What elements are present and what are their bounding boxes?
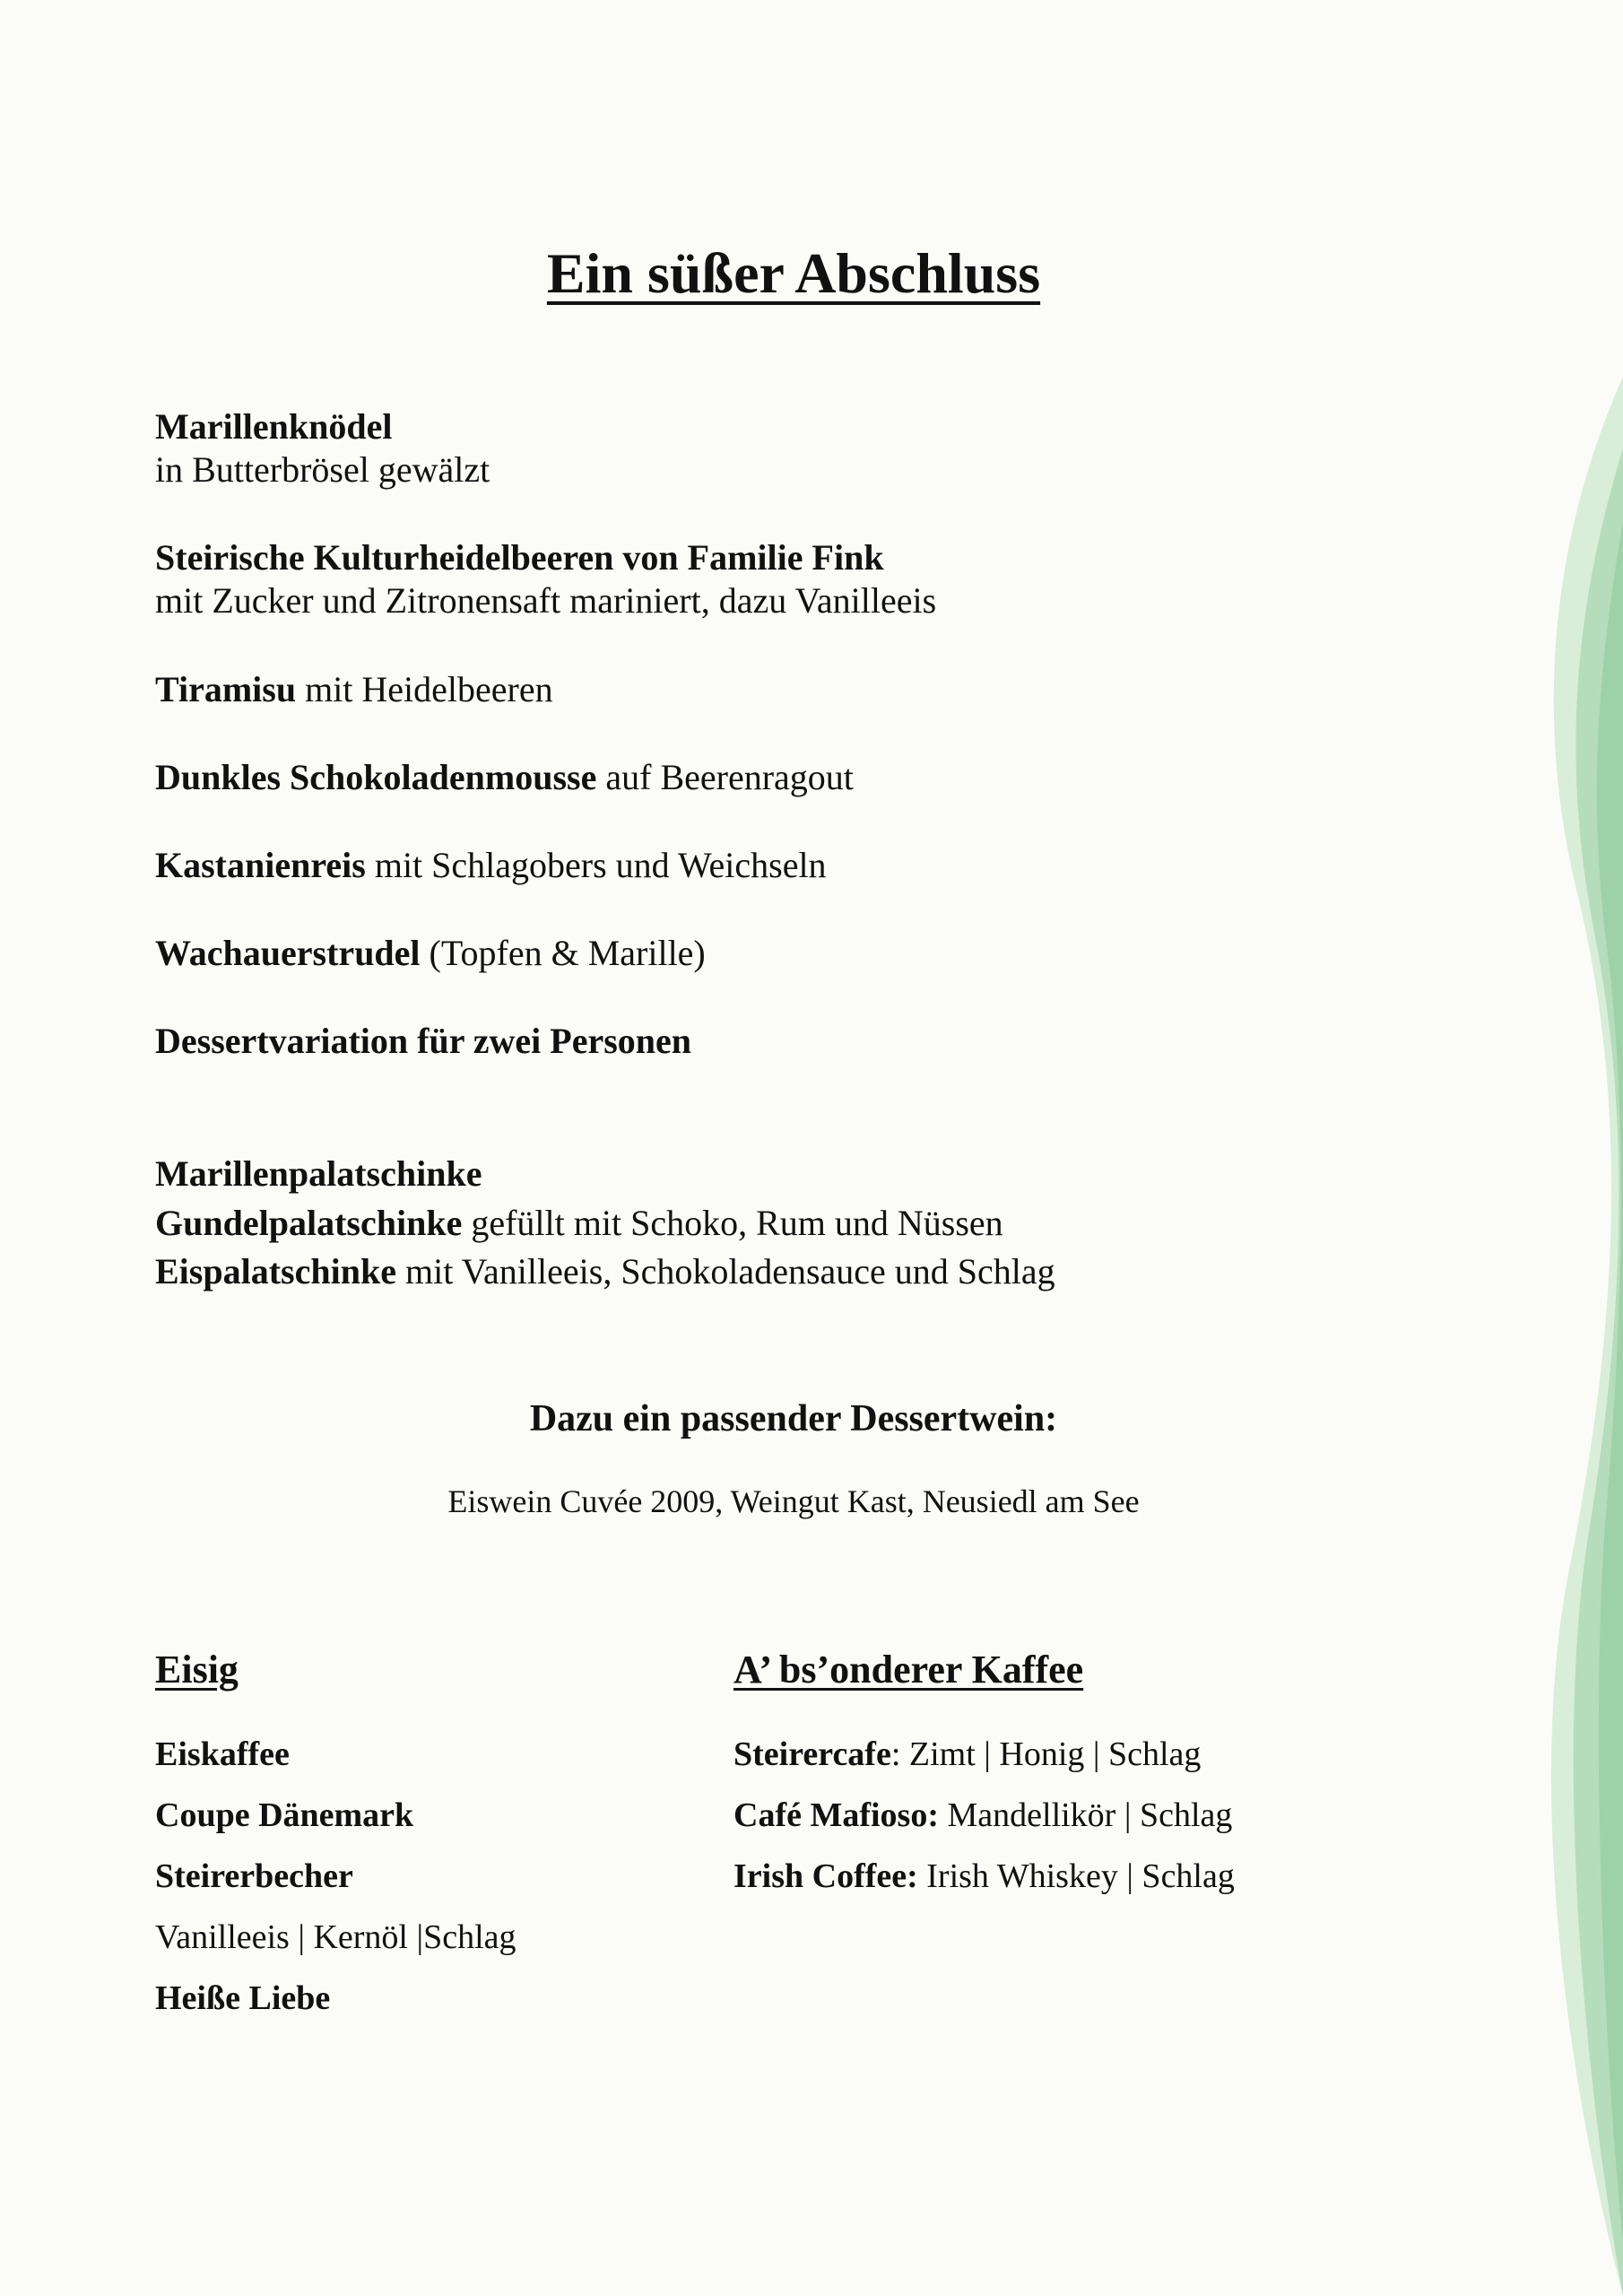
dessert-desc: mit Heidelbeeren [296,669,553,709]
eisig-item: Eiskaffee [155,1735,290,1773]
dessert-desc: (Topfen & Marille) [420,933,706,973]
eisig-item: Steirerbecher [155,1857,353,1895]
kaffee-item [733,1735,1201,1774]
eisig-item: Heiße Liebe [155,1979,331,2017]
dessert-desc: auf Beerenragout [596,757,854,797]
kaffee-desc: : Zimt | Honig | Schlag [890,1735,1202,1773]
dessert-name: Marillenknödel [155,406,393,447]
wine-heading: Dazu ein passender Dessertwein: [529,1398,1058,1439]
wine-text: Eiswein Cuvée 2009, Weingut Kast, Neusiedl am See [447,1483,1140,1519]
dessert-item [155,536,936,622]
kaffee-desc: Mandellikör | Schlag [938,1796,1233,1834]
palatschinke-item [155,1152,482,1195]
page-title: Ein süßer Abschluss [546,241,1041,305]
dessert-name: Tiramisu [155,669,297,709]
dessert-item [155,756,854,798]
dessert-desc: mit Zucker und Zitronensaft mariniert, dazu Vanilleeis [155,580,937,621]
palatschinke-desc: mit Vanilleeis, Schokoladensauce und Schlag [395,1251,1055,1292]
kaffee-name: Café Mafioso: [733,1796,939,1834]
palatschinke-item [155,1250,1055,1292]
palatschinke-name: Gundelpalatschinke [155,1203,463,1243]
kaffee-desc: Irish Whiskey | Schlag [917,1857,1235,1895]
palatschinke-item [155,1202,1003,1244]
dessert-item [155,405,490,491]
dessert-item [155,668,553,710]
eisig-item-desc: Vanilleeis | Kernöl |Schlag [155,1918,516,1956]
dessert-name: Wachauerstrudel [155,933,421,973]
dessert-name: Dessertvariation für zwei Personen [155,1021,692,1061]
palatschinke-name: Marillenpalatschinke [155,1153,482,1194]
kaffee-item [733,1857,1235,1896]
eisig-item: Coupe Dänemark [155,1796,414,1834]
dessert-item [155,1020,691,1062]
kaffee-name: Irish Coffee: [733,1857,918,1895]
eisig-heading: Eisig [155,1648,239,1692]
dessert-desc: in Butterbrösel gewälzt [155,449,490,490]
dessert-item [155,844,827,886]
dessert-desc: mit Schlagobers und Weichseln [365,845,827,885]
kaffee-item [733,1796,1232,1835]
dessert-item [155,932,706,974]
palatschinke-desc: gefüllt mit Schoko, Rum und Nüssen [462,1203,1003,1243]
kaffee-name: Steirercafe [733,1735,891,1773]
dessert-name: Steirische Kulturheidelbeeren von Familie Fink [155,537,884,578]
palatschinke-name: Eispalatschinke [155,1251,396,1292]
dessert-name: Dunkles Schokoladenmousse [155,757,597,797]
dessert-name: Kastanienreis [155,845,366,885]
green-wave-decoration [1497,0,1623,2296]
kaffee-heading: A’ bs’onderer Kaffee [733,1648,1084,1692]
